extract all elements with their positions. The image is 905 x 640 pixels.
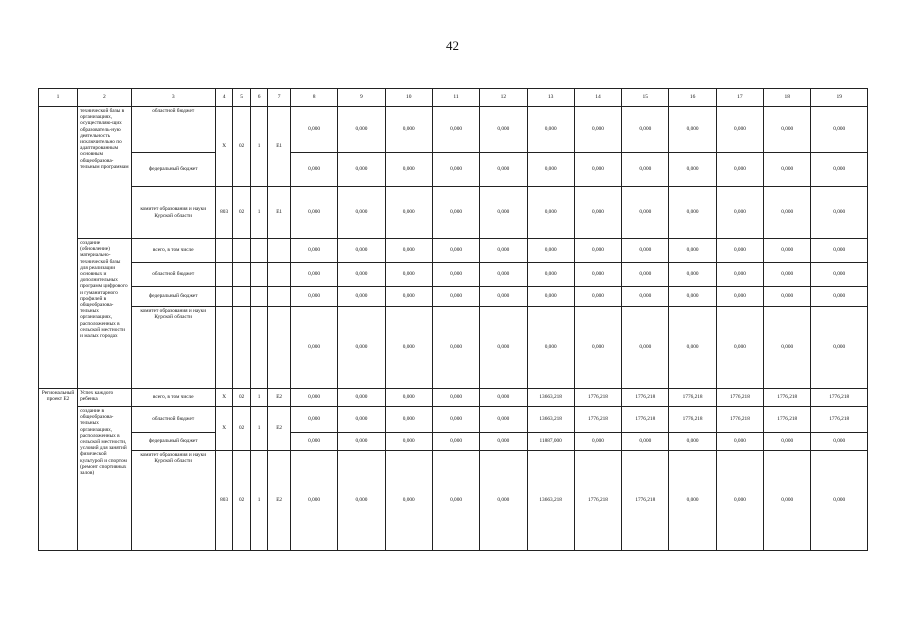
budget-table [38, 88, 868, 551]
funding-source: областной бюджет [131, 263, 215, 287]
value-cell: 0,000 [622, 263, 669, 287]
table-row [39, 433, 868, 451]
value-cell: 1776,218 [811, 407, 868, 433]
value-cell: 0,000 [480, 433, 527, 451]
code-cell [268, 307, 291, 389]
code-cell [233, 307, 250, 389]
value-cell: 0,000 [480, 287, 527, 307]
value-cell: 0,000 [338, 239, 385, 263]
value-cell: 0,000 [764, 433, 811, 451]
value-cell: 13663,218 [527, 389, 574, 407]
value-cell: 0,000 [338, 187, 385, 239]
value-cell: 0,000 [527, 287, 574, 307]
value-cell: 0,000 [385, 307, 432, 389]
value-cell: 0,000 [338, 433, 385, 451]
value-cell: 0,000 [480, 239, 527, 263]
value-cell: 0,000 [669, 263, 716, 287]
value-cell: 0,000 [480, 107, 527, 153]
column-number: 8 [290, 89, 337, 107]
value-cell: 0,000 [669, 187, 716, 239]
value-cell: 1776,218 [622, 389, 669, 407]
value-cell: 0,000 [290, 433, 337, 451]
code-cell: 803 [215, 187, 232, 239]
funding-source: областной бюджет [131, 407, 215, 433]
value-cell: 0,000 [432, 263, 479, 287]
value-cell: 0,000 [480, 153, 527, 187]
code-cell [215, 287, 232, 307]
table-row [39, 153, 868, 187]
value-cell: 0,000 [432, 389, 479, 407]
code-cell: E2 [268, 407, 291, 451]
funding-source: федеральный бюджет [131, 287, 215, 307]
funding-source: федеральный бюджет [131, 153, 215, 187]
value-cell: 0,000 [385, 239, 432, 263]
value-cell: 1776,218 [574, 407, 621, 433]
value-cell: 0,000 [338, 389, 385, 407]
row-description: создание в общеобразова-тельных организациях, расположенных в сельской местности, условий для занятий физической культурой и спортом (ремонт спортивных залов) [78, 407, 131, 551]
value-cell: 0,000 [527, 239, 574, 263]
column-number: 10 [385, 89, 432, 107]
value-cell: 0,000 [716, 263, 763, 287]
value-cell: 0,000 [574, 287, 621, 307]
value-cell: 13663,218 [527, 407, 574, 433]
value-cell: 0,000 [716, 187, 763, 239]
value-cell: 0,000 [432, 239, 479, 263]
code-cell: 02 [233, 389, 250, 407]
column-number: 11 [432, 89, 479, 107]
table-row [39, 263, 868, 287]
column-number: 17 [716, 89, 763, 107]
funding-source: всего, в том числе [131, 389, 215, 407]
code-cell: 02 [233, 451, 250, 551]
value-cell: 0,000 [669, 451, 716, 551]
funding-source: областной бюджет [131, 107, 215, 153]
code-cell: X [215, 107, 232, 187]
value-cell: 0,000 [290, 407, 337, 433]
value-cell: 0,000 [764, 239, 811, 263]
code-cell [250, 307, 267, 389]
value-cell: 0,000 [574, 107, 621, 153]
column-number: 13 [527, 89, 574, 107]
value-cell: 1776,218 [716, 389, 763, 407]
code-cell: 1 [250, 389, 267, 407]
code-cell [250, 263, 267, 287]
value-cell: 0,000 [811, 433, 868, 451]
value-cell: 0,000 [385, 107, 432, 153]
value-cell: 0,000 [527, 263, 574, 287]
value-cell: 11887,000 [527, 433, 574, 451]
value-cell: 0,000 [716, 433, 763, 451]
value-cell: 0,000 [764, 107, 811, 153]
value-cell: 0,000 [716, 153, 763, 187]
project-label: Региональный проект Е2 [39, 389, 78, 551]
value-cell: 1776,218 [669, 407, 716, 433]
value-cell: 0,000 [811, 153, 868, 187]
header-row [39, 89, 868, 107]
value-cell: 0,000 [480, 407, 527, 433]
code-cell [268, 239, 291, 263]
value-cell: 0,000 [432, 153, 479, 187]
value-cell: 0,000 [290, 307, 337, 389]
value-cell: 0,000 [622, 287, 669, 307]
funding-source: федеральный бюджет [131, 433, 215, 451]
value-cell: 0,000 [669, 287, 716, 307]
value-cell: 0,000 [764, 187, 811, 239]
value-cell: 0,000 [716, 239, 763, 263]
value-cell: 0,000 [811, 307, 868, 389]
table-row [39, 187, 868, 239]
value-cell: 0,000 [338, 107, 385, 153]
value-cell: 0,000 [338, 407, 385, 433]
table-row [39, 451, 868, 551]
column-number: 12 [480, 89, 527, 107]
value-cell: 0,000 [527, 187, 574, 239]
value-cell: 0,000 [432, 451, 479, 551]
value-cell: 0,000 [385, 433, 432, 451]
value-cell: 0,000 [527, 153, 574, 187]
column-number: 16 [669, 89, 716, 107]
value-cell: 0,000 [290, 263, 337, 287]
row-description: технической базы в организациях, осуществляю-щих образователь-ную деятельность исключительно по адаптированным основным общеобразова-тельным программам [78, 107, 131, 239]
value-cell: 0,000 [432, 307, 479, 389]
value-cell: 0,000 [385, 187, 432, 239]
table-row [39, 239, 868, 263]
value-cell: 0,000 [290, 451, 337, 551]
value-cell: 0,000 [811, 107, 868, 153]
value-cell: 0,000 [480, 451, 527, 551]
table-row [39, 287, 868, 307]
value-cell: 1776,218 [574, 389, 621, 407]
value-cell: 0,000 [622, 239, 669, 263]
value-cell: 0,000 [574, 263, 621, 287]
code-cell [215, 239, 232, 263]
value-cell: 0,000 [764, 451, 811, 551]
column-number: 3 [131, 89, 215, 107]
code-cell: 1 [250, 451, 267, 551]
value-cell: 0,000 [669, 107, 716, 153]
code-cell: 1 [250, 107, 267, 187]
code-cell [250, 287, 267, 307]
value-cell: 0,000 [811, 263, 868, 287]
value-cell: 0,000 [574, 307, 621, 389]
value-cell: 0,000 [338, 263, 385, 287]
value-cell: 0,000 [764, 263, 811, 287]
value-cell: 0,000 [385, 153, 432, 187]
value-cell: 0,000 [385, 451, 432, 551]
column-number: 6 [250, 89, 267, 107]
value-cell: 0,000 [669, 307, 716, 389]
value-cell: 0,000 [338, 153, 385, 187]
value-cell: 0,000 [574, 433, 621, 451]
value-cell: 0,000 [811, 239, 868, 263]
value-cell: 1776,218 [716, 407, 763, 433]
value-cell: 0,000 [385, 263, 432, 287]
value-cell: 0,000 [480, 187, 527, 239]
code-cell: X [215, 407, 232, 451]
code-cell [250, 239, 267, 263]
column-number: 19 [811, 89, 868, 107]
value-cell: 0,000 [669, 239, 716, 263]
value-cell: 0,000 [290, 187, 337, 239]
code-cell: E1 [268, 187, 291, 239]
value-cell: 0,000 [622, 107, 669, 153]
column-number: 5 [233, 89, 250, 107]
value-cell: 0,000 [385, 389, 432, 407]
table-row [39, 107, 868, 153]
value-cell: 0,000 [716, 451, 763, 551]
value-cell: 0,000 [764, 287, 811, 307]
column-number: 15 [622, 89, 669, 107]
value-cell: 0,000 [480, 263, 527, 287]
code-cell: 1 [250, 187, 267, 239]
value-cell: 0,000 [290, 239, 337, 263]
value-cell: 0,000 [338, 287, 385, 307]
code-cell: E2 [268, 451, 291, 551]
column-number: 4 [215, 89, 232, 107]
table-row [39, 407, 868, 433]
value-cell: 0,000 [290, 107, 337, 153]
value-cell: 1776,218 [574, 451, 621, 551]
value-cell: 0,000 [432, 107, 479, 153]
table-row [39, 389, 868, 407]
column-number: 1 [39, 89, 78, 107]
value-cell: 1776,218 [622, 407, 669, 433]
value-cell: 1776,218 [811, 389, 868, 407]
value-cell: 0,000 [764, 307, 811, 389]
funding-source: всего, в том числе [131, 239, 215, 263]
code-cell [233, 287, 250, 307]
value-cell: 0,000 [716, 287, 763, 307]
code-cell: 1 [250, 407, 267, 451]
page-number: 42 [446, 38, 459, 53]
value-cell: 0,000 [622, 433, 669, 451]
value-cell: 0,000 [290, 153, 337, 187]
value-cell: 0,000 [432, 187, 479, 239]
code-cell: 803 [215, 451, 232, 551]
column1-empty [39, 107, 78, 389]
row-description: Успех каждого ребенка [78, 389, 131, 407]
column-number: 14 [574, 89, 621, 107]
value-cell: 1776,218 [622, 451, 669, 551]
value-cell: 0,000 [385, 287, 432, 307]
row-description: создание (обновление) материально-технической базы для реализации основных и дополнительных программ цифрового и гуманитарного профилей в общеобразова-тельных организациях, расположенных в сельской местности и малых городах [78, 239, 131, 389]
value-cell: 13663,218 [527, 451, 574, 551]
value-cell: 0,000 [622, 153, 669, 187]
code-cell: E1 [268, 107, 291, 187]
value-cell: 0,000 [432, 287, 479, 307]
code-cell: 02 [233, 107, 250, 187]
value-cell: 0,000 [574, 239, 621, 263]
value-cell: 0,000 [432, 433, 479, 451]
value-cell: 0,000 [338, 307, 385, 389]
value-cell: 0,000 [622, 307, 669, 389]
value-cell: 0,000 [574, 153, 621, 187]
value-cell: 0,000 [290, 287, 337, 307]
value-cell: 1776,218 [764, 407, 811, 433]
code-cell: 02 [233, 187, 250, 239]
code-cell [215, 263, 232, 287]
value-cell: 0,000 [527, 107, 574, 153]
value-cell: 0,000 [811, 451, 868, 551]
code-cell: 02 [233, 407, 250, 451]
funding-source: комитет образования и науки Курской области [131, 451, 215, 551]
code-cell: E2 [268, 389, 291, 407]
value-cell: 0,000 [716, 307, 763, 389]
funding-source: комитет образования и науки Курской области [131, 187, 215, 239]
code-cell [233, 239, 250, 263]
code-cell [215, 307, 232, 389]
code-cell [268, 287, 291, 307]
value-cell: 0,000 [574, 187, 621, 239]
funding-source: комитет образования и науки Курской области [131, 307, 215, 389]
value-cell: 0,000 [527, 307, 574, 389]
code-cell [233, 263, 250, 287]
value-cell: 0,000 [622, 187, 669, 239]
column-number: 9 [338, 89, 385, 107]
value-cell: 0,000 [385, 407, 432, 433]
value-cell: 0,000 [716, 107, 763, 153]
value-cell: 0,000 [669, 153, 716, 187]
column-number: 18 [764, 89, 811, 107]
value-cell: 0,000 [764, 153, 811, 187]
value-cell: 0,000 [480, 307, 527, 389]
value-cell: 0,000 [811, 187, 868, 239]
value-cell: 0,000 [338, 451, 385, 551]
value-cell: 0,000 [669, 433, 716, 451]
value-cell: 0,000 [480, 389, 527, 407]
value-cell: 0,000 [432, 407, 479, 433]
value-cell: 0,000 [290, 389, 337, 407]
column-number: 2 [78, 89, 131, 107]
column-number: 7 [268, 89, 291, 107]
table-row [39, 307, 868, 389]
value-cell: 1776,218 [764, 389, 811, 407]
code-cell [268, 263, 291, 287]
value-cell: 0,000 [811, 287, 868, 307]
code-cell: X [215, 389, 232, 407]
value-cell: 1776,218 [669, 389, 716, 407]
